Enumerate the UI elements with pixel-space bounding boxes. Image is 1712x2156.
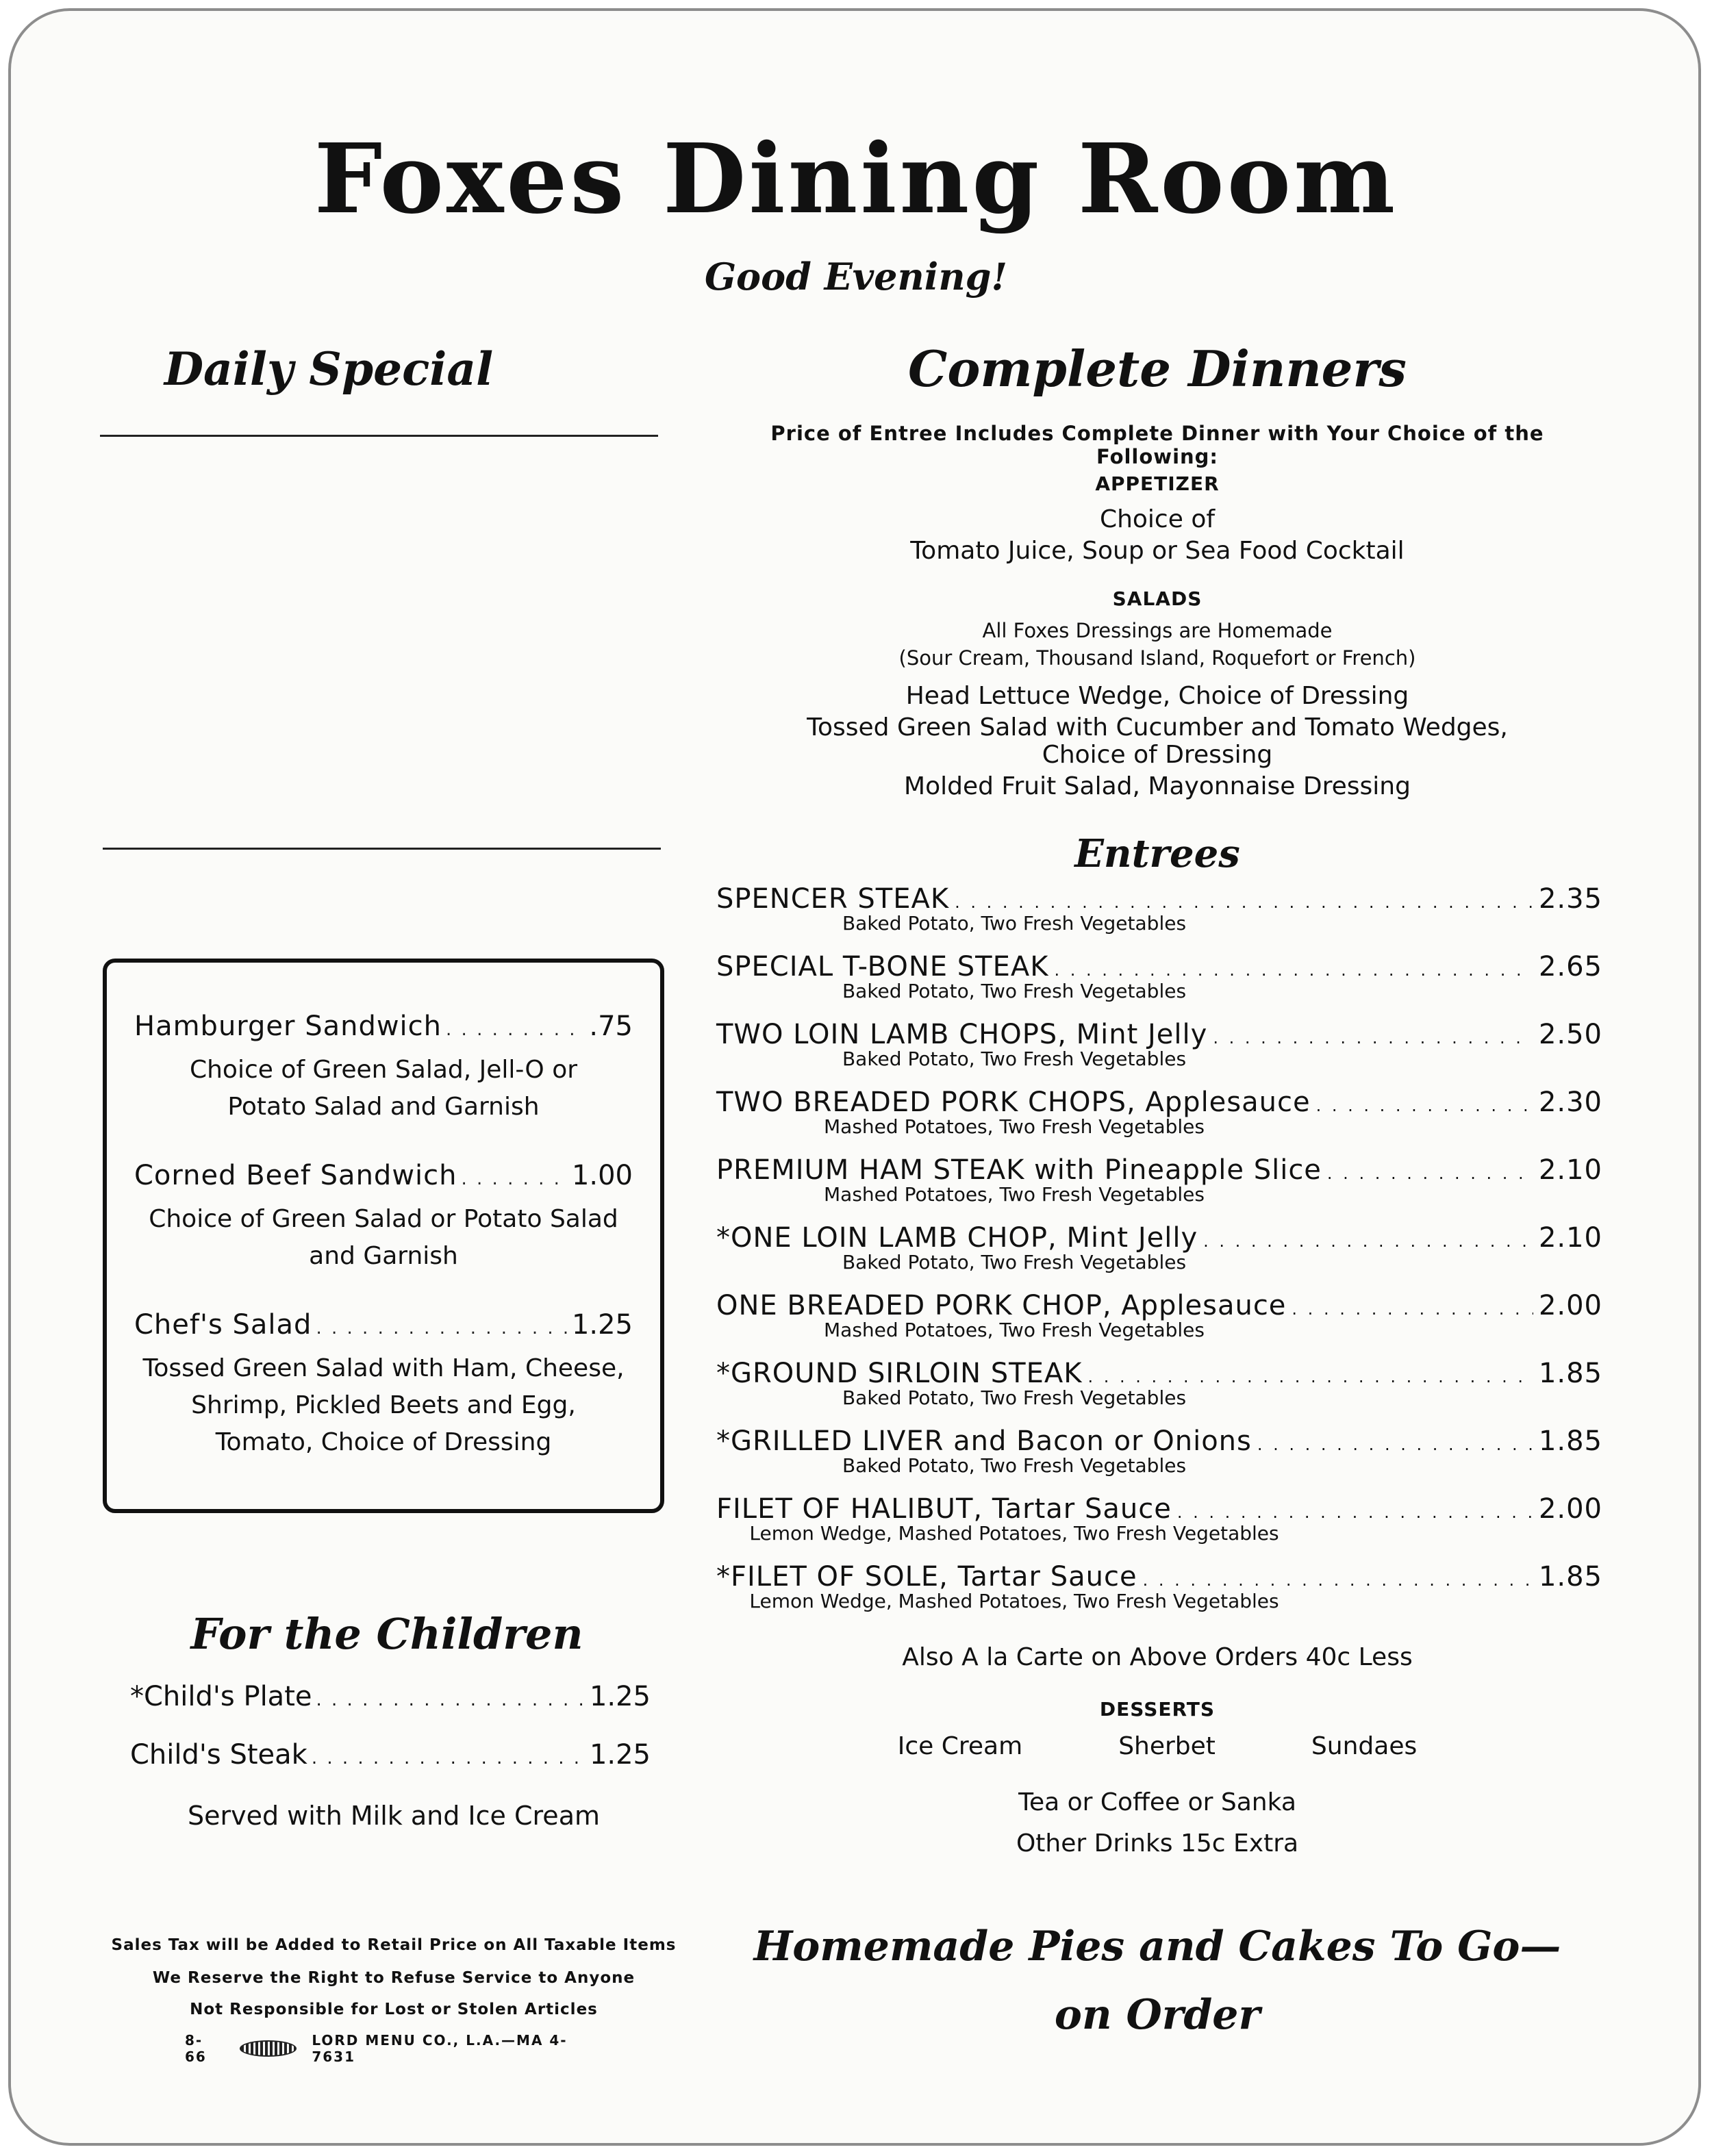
entree-name: SPECIAL T-BONE STEAK: [716, 951, 1049, 982]
entree-price: 1.85: [1538, 1358, 1602, 1389]
drinks-line: Tea or Coffee or Sanka: [1018, 1788, 1296, 1816]
closing-line: Homemade Pies and Cakes To Go—: [753, 1923, 1561, 1970]
entree-name: ONE BREADED PORK CHOP, Applesauce: [716, 1290, 1287, 1321]
entree-price: 2.10: [1538, 1222, 1602, 1254]
menu-item: [134, 1160, 633, 1191]
entree-item: [716, 1087, 1602, 1138]
entree-item: [716, 883, 1602, 935]
entree-name: *FILET OF SOLE, Tartar Sauce: [716, 1561, 1137, 1593]
closing-line: on Order: [1054, 1991, 1261, 2039]
entree-name: *GROUND SIRLOIN STEAK: [716, 1358, 1083, 1389]
printer-logo-icon: [240, 2040, 297, 2057]
entree-description: Mashed Potatoes, Two Fresh Vegetables: [824, 1319, 1205, 1341]
salads-note: All Foxes Dressings are Homemade: [982, 619, 1333, 642]
menu-item: [130, 1681, 651, 1712]
salad-line: Head Lettuce Wedge, Choice of Dressing: [905, 682, 1409, 710]
entree-price: 2.35: [1538, 883, 1602, 915]
entree-price: 1.85: [1538, 1425, 1602, 1457]
desserts-list: [712, 1732, 1602, 1760]
dessert-item: Sherbet: [1118, 1732, 1216, 1760]
entree-item: [716, 1154, 1602, 1206]
item-description: Tossed Green Salad with Ham, Cheese, Shrimp, Pickled Beets and Egg, Tomato, Choice of Dressing: [142, 1354, 625, 1456]
entree-price: 2.30: [1538, 1087, 1602, 1118]
appetizer-heading: APPETIZER: [1095, 472, 1220, 495]
salad-line: Choice of Dressing: [1042, 741, 1273, 769]
entree-description: Baked Potato, Two Fresh Vegetables: [842, 1386, 1187, 1409]
entree-name: PREMIUM HAM STEAK with Pineapple Slice: [716, 1154, 1322, 1186]
salads-note: (Sour Cream, Thousand Island, Roquefort or French): [898, 646, 1416, 670]
entree-item: [716, 1222, 1602, 1273]
entree-name: SPENCER STEAK: [716, 883, 950, 915]
entree-description: Baked Potato, Two Fresh Vegetables: [842, 1048, 1187, 1070]
menu-item: [134, 1309, 633, 1341]
entree-item: [716, 1425, 1602, 1477]
entree-description: Lemon Wedge, Mashed Potatoes, Two Fresh Vegetables: [749, 1522, 1279, 1545]
entree-price: 2.65: [1538, 951, 1602, 982]
entree-item: [716, 1561, 1602, 1612]
print-code: 8-66: [185, 2032, 207, 2065]
entree-item: [716, 1493, 1602, 1545]
entrees-title: Entrees: [1074, 831, 1240, 876]
restaurant-title: Foxes Dining Room: [314, 123, 1398, 236]
drinks-line: Other Drinks 15c Extra: [1016, 1829, 1299, 1857]
appetizer-line: Choice of: [1099, 505, 1216, 533]
entree-item: [716, 1019, 1602, 1070]
item-description: Choice of Green Salad, Jell-O or Potato Salad and Garnish: [189, 1056, 578, 1121]
footer-line: We Reserve the Right to Refuse Service to Anyone: [152, 1969, 635, 1987]
entree-price: 2.00: [1538, 1493, 1602, 1525]
dessert-item: Ice Cream: [897, 1732, 1023, 1760]
item-name: Chef's Salad: [134, 1309, 312, 1341]
children-note: Served with Milk and Ice Cream: [187, 1801, 600, 1831]
item-name: Hamburger Sandwich: [134, 1011, 442, 1042]
item-price: 1.25: [589, 1681, 651, 1712]
complete-dinners-subtitle: Price of Entree Includes Complete Dinner with Your Choice of the Following:: [770, 422, 1544, 468]
item-price: 1.25: [589, 1739, 651, 1771]
children-title: For the Children: [190, 1609, 583, 1659]
footer-line: Sales Tax will be Added to Retail Price on All Taxable Items: [111, 1936, 677, 1954]
complete-dinners-title: Complete Dinners: [908, 340, 1407, 398]
item-description: Choice of Green Salad or Potato Salad and Garnish: [149, 1205, 618, 1270]
desserts-heading: DESSERTS: [1099, 1698, 1216, 1721]
entree-price: 2.50: [1538, 1019, 1602, 1050]
entree-description: Baked Potato, Two Fresh Vegetables: [842, 912, 1187, 935]
entree-name: FILET OF HALIBUT, Tartar Sauce: [716, 1493, 1172, 1525]
item-name: Child's Steak: [130, 1739, 307, 1771]
greeting: Good Evening!: [704, 255, 1008, 299]
entree-description: Mashed Potatoes, Two Fresh Vegetables: [824, 1183, 1205, 1206]
a-la-carte-note: Also A la Carte on Above Orders 40c Less: [902, 1643, 1413, 1671]
entree-description: Mashed Potatoes, Two Fresh Vegetables: [824, 1115, 1205, 1138]
item-price: .75: [589, 1011, 633, 1042]
entree-name: TWO LOIN LAMB CHOPS, Mint Jelly: [716, 1019, 1208, 1050]
daily-special-rule-bottom: [103, 848, 661, 850]
printer-imprint: [185, 2032, 609, 2065]
entree-price: 2.10: [1538, 1154, 1602, 1186]
menu-item: [134, 1011, 633, 1042]
entree-description: Baked Potato, Two Fresh Vegetables: [842, 1454, 1187, 1477]
entree-item: [716, 1290, 1602, 1341]
entree-description: Baked Potato, Two Fresh Vegetables: [842, 980, 1187, 1002]
sandwich-box: [103, 959, 664, 1513]
entree-name: TWO BREADED PORK CHOPS, Applesauce: [716, 1087, 1311, 1118]
dessert-item: Sundaes: [1311, 1732, 1418, 1760]
footer-line: Not Responsible for Lost or Stolen Articles: [190, 2001, 598, 2018]
item-price: 1.00: [571, 1160, 633, 1191]
daily-special-rule-top: [100, 435, 658, 437]
entree-description: Baked Potato, Two Fresh Vegetables: [842, 1251, 1187, 1273]
entree-name: *ONE LOIN LAMB CHOP, Mint Jelly: [716, 1222, 1198, 1254]
entree-price: 1.85: [1538, 1561, 1602, 1593]
item-name: *Child's Plate: [130, 1681, 312, 1712]
salad-line: Molded Fruit Salad, Mayonnaise Dressing: [904, 772, 1411, 800]
entree-name: *GRILLED LIVER and Bacon or Onions: [716, 1425, 1252, 1457]
item-name: Corned Beef Sandwich: [134, 1160, 457, 1191]
item-price: 1.25: [571, 1309, 633, 1341]
entree-item: [716, 951, 1602, 1002]
entree-description: Lemon Wedge, Mashed Potatoes, Two Fresh Vegetables: [749, 1590, 1279, 1612]
entree-price: 2.00: [1538, 1290, 1602, 1321]
entree-item: [716, 1358, 1602, 1409]
salads-heading: SALADS: [1112, 587, 1203, 610]
daily-special-title: Daily Special: [164, 342, 494, 396]
printer-name: LORD MENU CO., L.A.—MA 4-7631: [312, 2032, 568, 2065]
menu-item: [130, 1739, 651, 1771]
salad-line: Tossed Green Salad with Cucumber and Tomato Wedges,: [807, 713, 1508, 741]
appetizer-line: Tomato Juice, Soup or Sea Food Cocktail: [910, 537, 1405, 565]
